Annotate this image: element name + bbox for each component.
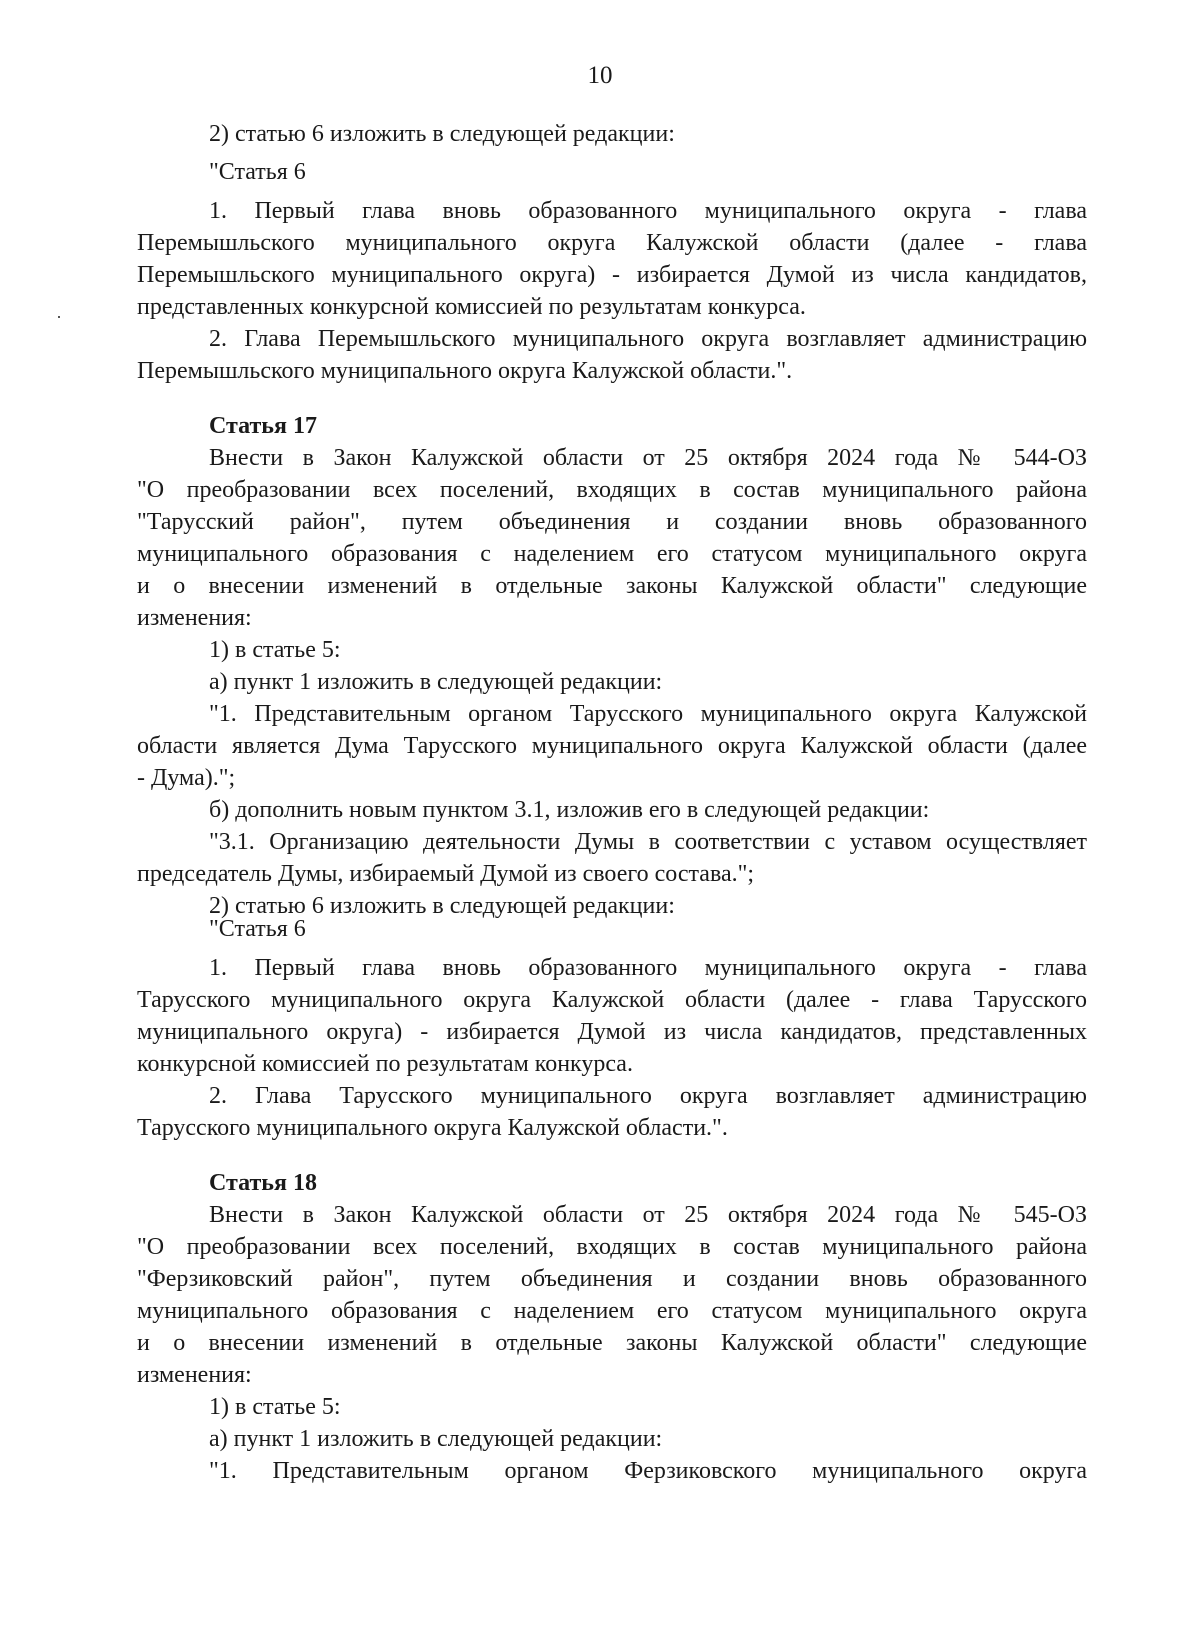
text-line: 1. Первый глава вновь образованного муниципального округа - глава bbox=[209, 198, 1087, 224]
text-line: 1. Первый глава вновь образованного муниципального округа - глава bbox=[209, 955, 1087, 981]
text-line: "1. Представительным органом Тарусского муниципального округа Калужской bbox=[209, 701, 1087, 727]
text-line: Перемышльского муниципального округа Калужской области (далее - глава bbox=[137, 230, 1087, 256]
text-block bbox=[137, 156, 1087, 188]
text-line: изменения: bbox=[137, 1362, 252, 1388]
text-line: 1) в статье 5: bbox=[209, 637, 341, 663]
article-heading: Статья 18 bbox=[209, 1170, 317, 1196]
article-heading: Статья 17 bbox=[209, 413, 317, 439]
text-line: "Ферзиковский район", путем объединения и создании вновь образованного bbox=[137, 1266, 1087, 1292]
text-line: Внести в Закон Калужской области от 25 октября 2024 года № 544-ОЗ bbox=[209, 445, 1087, 471]
text-line: а) пункт 1 изложить в следующей редакции: bbox=[209, 669, 663, 695]
text-line: 1) в статье 5: bbox=[209, 1394, 341, 1420]
text-line: Тарусского муниципального округа Калужской области.". bbox=[137, 1115, 728, 1141]
text-line: области является Дума Тарусского муниципального округа Калужской области (далее bbox=[137, 733, 1087, 759]
text-block bbox=[137, 913, 1087, 945]
text-line: изменения: bbox=[137, 605, 252, 631]
text-block bbox=[137, 118, 1087, 150]
text-line: Внести в Закон Калужской области от 25 октября 2024 года № 545-ОЗ bbox=[209, 1202, 1087, 1228]
text-line: конкурсной комиссией по результатам конкурса. bbox=[137, 1051, 633, 1077]
text-block bbox=[137, 1167, 1087, 1487]
text-line: "1. Представительным органом Ферзиковского муниципального округа bbox=[209, 1458, 1087, 1484]
text-line: муниципального округа) - избирается Думой из числа кандидатов, представленных bbox=[137, 1019, 1087, 1045]
text-line: представленных конкурсной комиссией по результатам конкурса. bbox=[137, 294, 806, 320]
text-line: и о внесении изменений в отдельные законы Калужской области" следующие bbox=[137, 1330, 1087, 1356]
text-line: "Статья 6 bbox=[209, 159, 306, 185]
scan-speck bbox=[58, 316, 60, 318]
text-line: "Статья 6 bbox=[209, 916, 306, 942]
text-block bbox=[137, 410, 1087, 922]
text-line: б) дополнить новым пунктом 3.1, изложив его в следующей редакции: bbox=[209, 797, 930, 823]
text-block bbox=[137, 952, 1087, 1144]
text-line: "О преобразовании всех поселений, входящих в состав муниципального района bbox=[137, 1234, 1087, 1260]
text-line: Тарусского муниципального округа Калужской области (далее - глава Тарусского bbox=[137, 987, 1087, 1013]
text-line: - Дума)."; bbox=[137, 765, 236, 791]
text-line: Перемышльского муниципального округа Калужской области.". bbox=[137, 358, 793, 384]
text-block bbox=[137, 195, 1087, 387]
text-line: а) пункт 1 изложить в следующей редакции: bbox=[209, 1426, 663, 1452]
text-line: 2. Глава Тарусского муниципального округа возглавляет администрацию bbox=[209, 1083, 1087, 1109]
text-line: 2) статью 6 изложить в следующей редакции: bbox=[209, 121, 675, 147]
text-line: муниципального образования с наделением его статусом муниципального округа bbox=[137, 1298, 1087, 1324]
text-line: "О преобразовании всех поселений, входящих в состав муниципального района bbox=[137, 477, 1087, 503]
text-line: 2. Глава Перемышльского муниципального округа возглавляет администрацию bbox=[209, 326, 1087, 352]
page-number: 10 bbox=[587, 62, 613, 89]
text-line: "Тарусский район", путем объединения и создании вновь образованного bbox=[137, 509, 1087, 535]
text-line: председатель Думы, избираемый Думой из своего состава."; bbox=[137, 861, 755, 887]
text-line: и о внесении изменений в отдельные законы Калужской области" следующие bbox=[137, 573, 1087, 599]
text-line: "3.1. Организацию деятельности Думы в соответствии с уставом осуществляет bbox=[209, 829, 1087, 855]
text-line: 2) статью 6 изложить в следующей редакции: bbox=[209, 893, 675, 919]
text-line: муниципального образования с наделением его статусом муниципального округа bbox=[137, 541, 1087, 567]
text-line: Перемышльского муниципального округа) - избирается Думой из числа кандидатов, bbox=[137, 262, 1087, 288]
